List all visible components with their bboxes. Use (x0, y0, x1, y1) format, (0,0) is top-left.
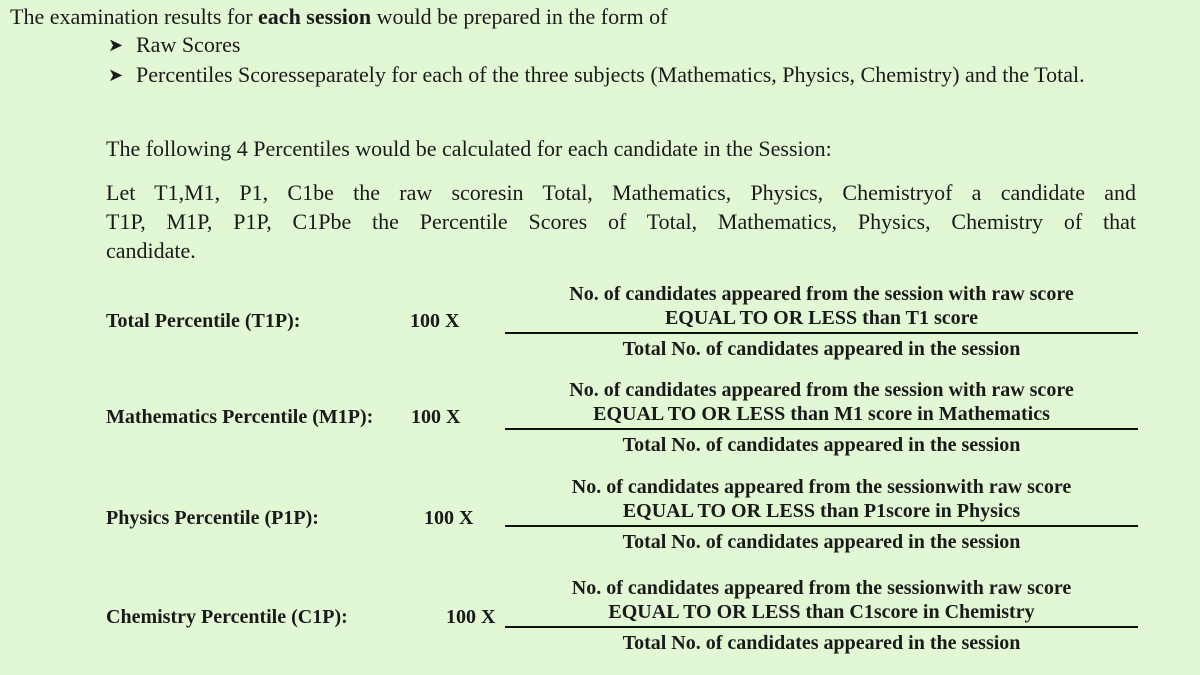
fraction-numerator (505, 475, 1138, 523)
numerator-line-2: EQUAL TO OR LESS than C1score in Chemistry (608, 601, 1035, 623)
arrow-bullet-icon: ➤ (108, 35, 124, 55)
intro-sentence (10, 2, 667, 32)
fraction-bar (505, 626, 1138, 628)
formula-fraction (505, 282, 1138, 361)
fraction-bar (505, 332, 1138, 334)
formula-mathematics (0, 378, 1200, 468)
definitions-paragraph (106, 178, 1136, 265)
fraction-denominator: Total No. of candidates appeared in the session (622, 632, 1021, 654)
formula-chemistry (0, 576, 1200, 666)
numerator-line-2: EQUAL TO OR LESS than M1 score in Mathematics (593, 403, 1050, 425)
numerator-line-2: EQUAL TO OR LESS than T1 score (664, 307, 979, 329)
formula-label: Chemistry Percentile (C1P): (106, 606, 348, 628)
formula-multiplier: 100 X (411, 406, 461, 428)
formula-fraction (505, 378, 1138, 457)
formula-multiplier: 100 X (424, 507, 474, 529)
fraction-denominator: Total No. of candidates appeared in the session (622, 434, 1021, 456)
intro-bold: each session (258, 4, 372, 29)
definitions-line-3: candidate. (106, 238, 196, 263)
formula-multiplier: 100 X (410, 310, 460, 332)
formula-physics (0, 475, 1200, 565)
formula-total (0, 282, 1200, 372)
fraction-bar (505, 428, 1138, 430)
intro-prefix: The examination results for (10, 4, 259, 29)
fraction-numerator (505, 282, 1138, 330)
numerator-line-1: No. of candidates appeared from the sessionwith raw score (571, 476, 1072, 498)
formula-multiplier: 100 X (446, 606, 496, 628)
fraction-bar (505, 525, 1138, 527)
formula-fraction (505, 475, 1138, 554)
numerator-line-1: No. of candidates appeared from the session with raw score (569, 283, 1074, 305)
intro-suffix: would be prepared in the form of (371, 4, 668, 29)
fraction-denominator: Total No. of candidates appeared in the session (622, 531, 1021, 553)
fraction-numerator (505, 378, 1138, 426)
fraction-denominator: Total No. of candidates appeared in the session (622, 338, 1021, 360)
bullet-item-raw-scores (108, 30, 1168, 60)
bullet-list (108, 30, 1168, 90)
formula-label: Total Percentile (T1P): (106, 310, 301, 332)
arrow-bullet-icon: ➤ (108, 65, 124, 85)
bullet-text: Raw Scores (136, 32, 241, 57)
bullet-item-percentiles (108, 60, 1168, 90)
numerator-line-1: No. of candidates appeared from the sessionwith raw score (571, 577, 1072, 599)
formula-label: Physics Percentile (P1P): (106, 507, 319, 529)
bullet-text: Percentiles Scoresseparately for each of the three subjects (Mathematics, Physics, Chemistry) and the Total. (136, 62, 1085, 87)
definitions-line-2: T1P, M1P, P1P, C1Pbe the Percentile Scores of Total, Mathematics, Physics, Chemistry of that (106, 209, 1136, 234)
percentiles-intro: The following 4 Percentiles would be calculated for each candidate in the Session: (106, 136, 832, 161)
fraction-numerator (505, 576, 1138, 624)
numerator-line-2: EQUAL TO OR LESS than P1score in Physics (622, 500, 1021, 522)
formula-fraction (505, 576, 1138, 655)
numerator-line-1: No. of candidates appeared from the session with raw score (569, 379, 1074, 401)
formula-label: Mathematics Percentile (M1P): (106, 406, 374, 428)
definitions-line-1: Let T1,M1, P1, C1be the raw scoresin Total, Mathematics, Physics, Chemistryof a candidate and (106, 180, 1136, 205)
